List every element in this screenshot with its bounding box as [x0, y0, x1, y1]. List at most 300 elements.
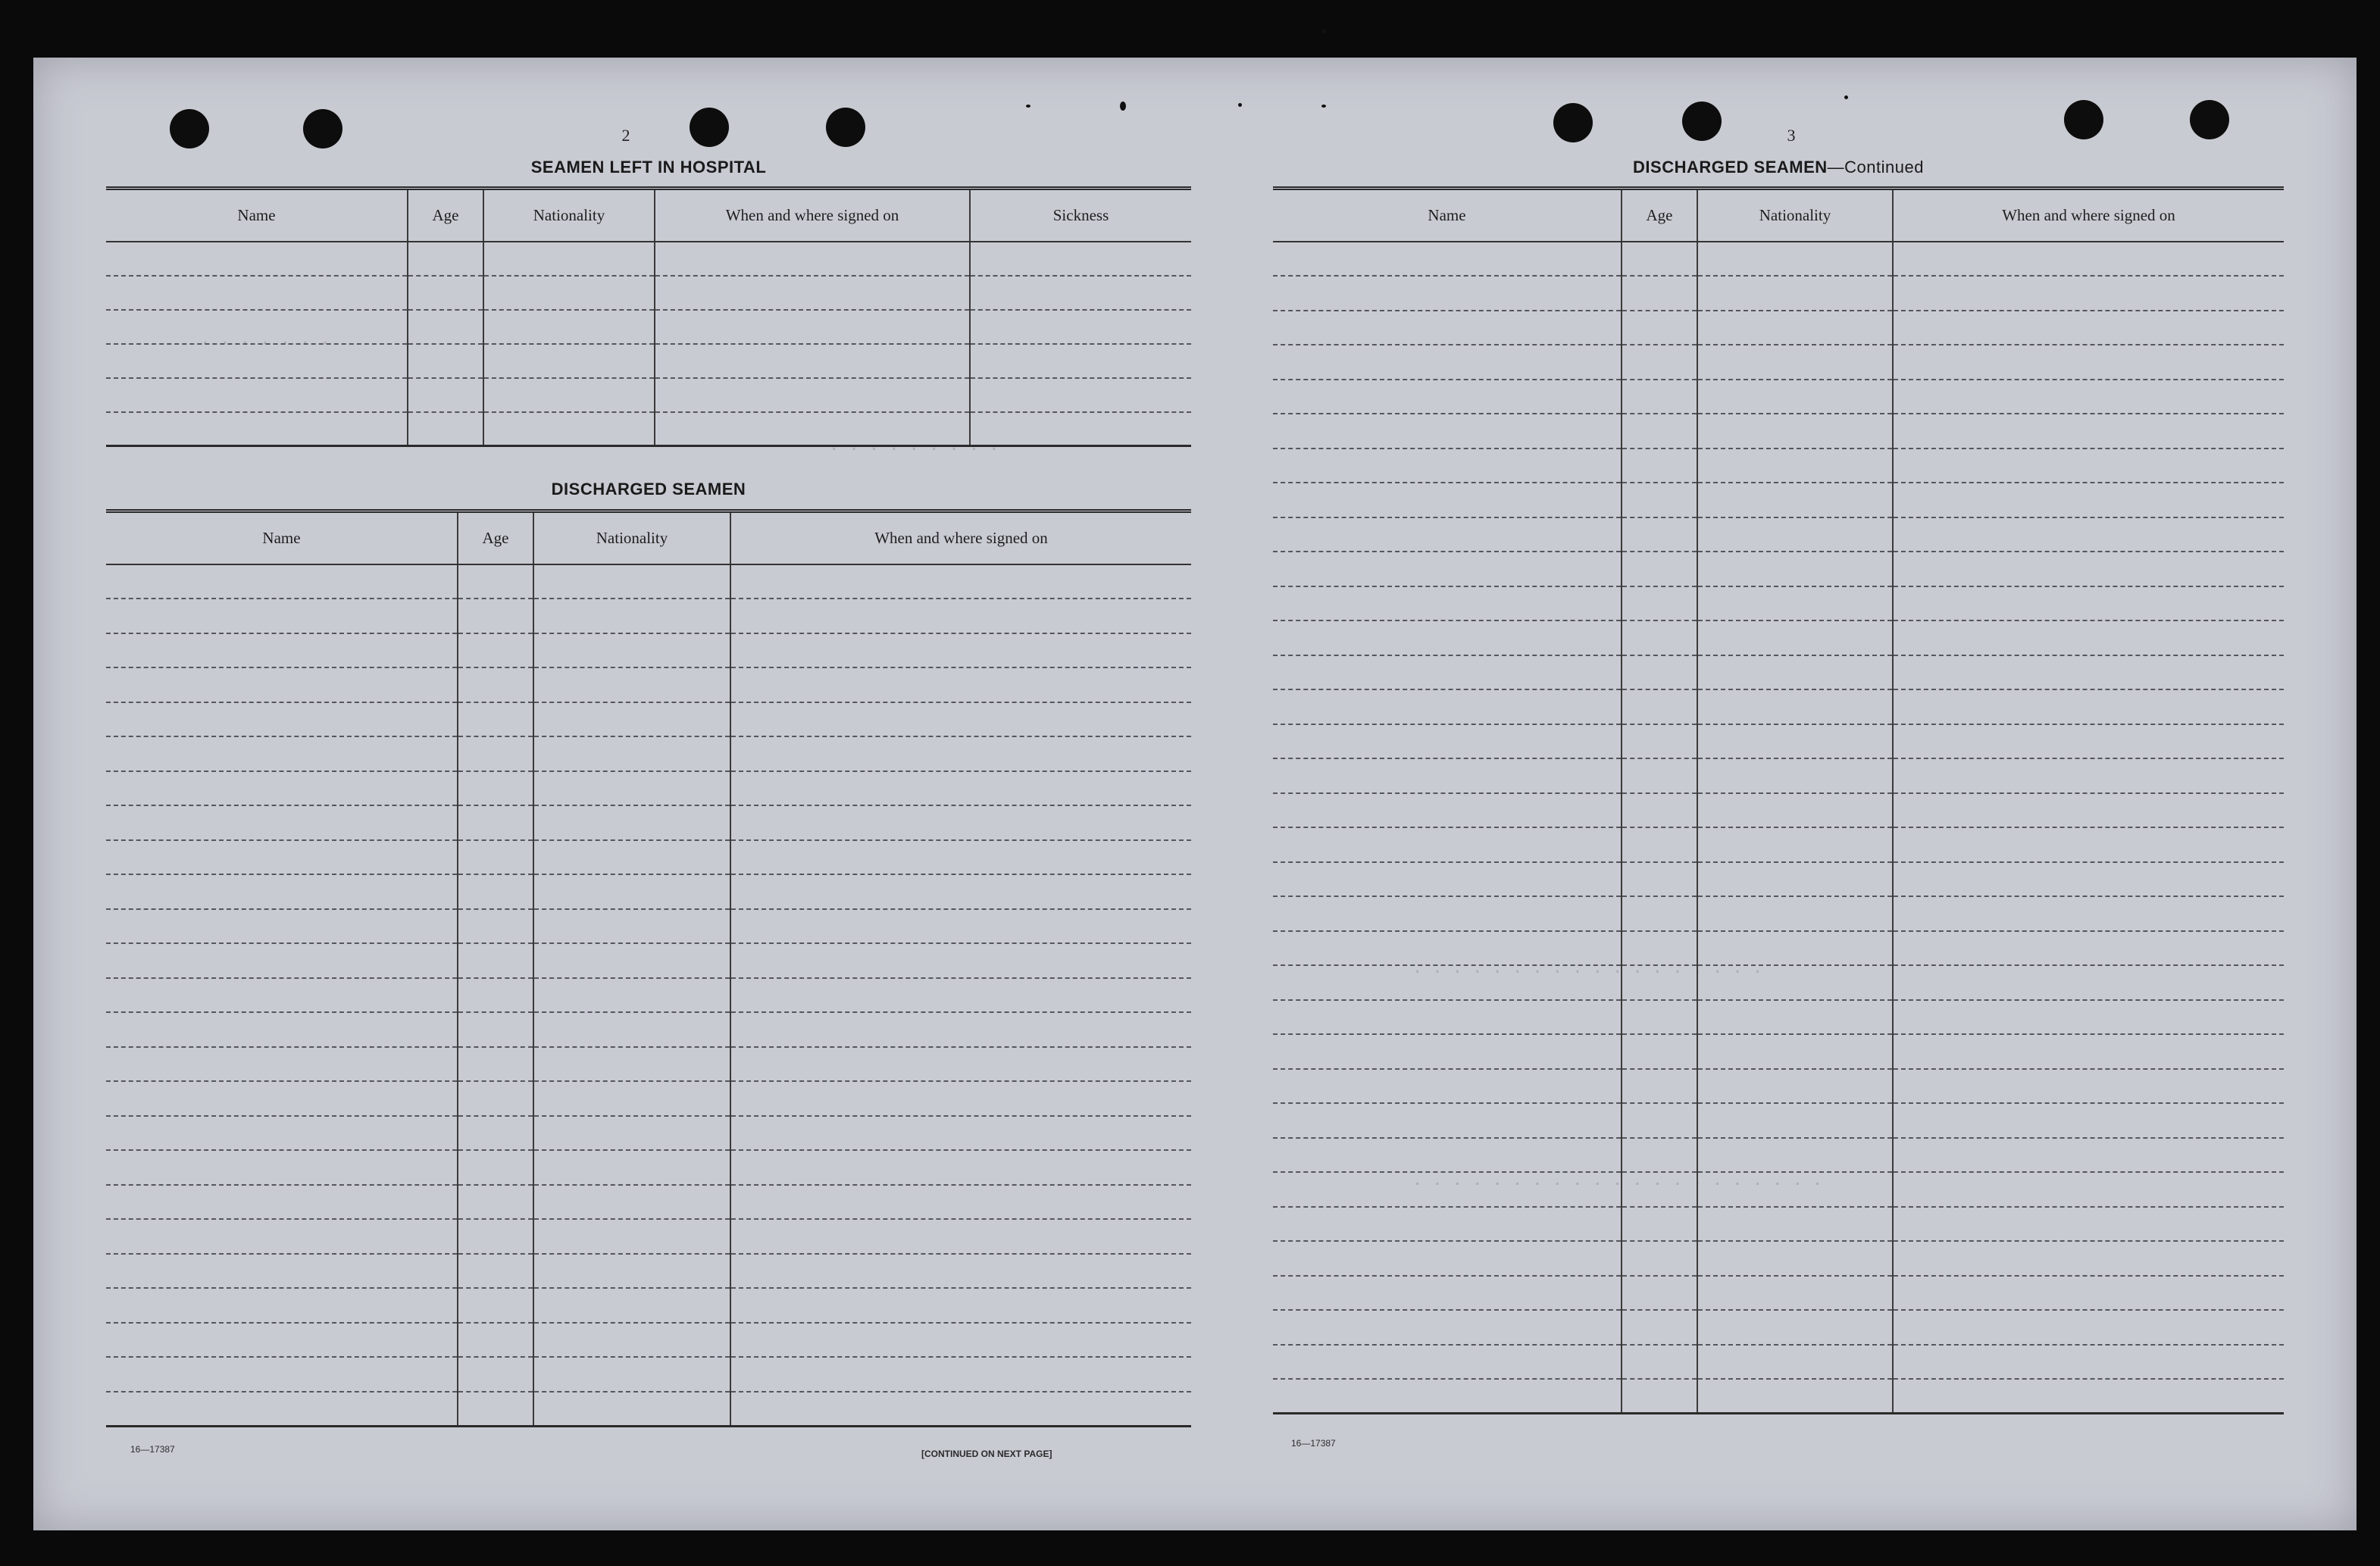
table-cell: [1622, 483, 1697, 517]
table-row: [106, 1150, 1191, 1185]
table-cell: [106, 1185, 458, 1220]
table-cell: [533, 1288, 730, 1323]
table-cell: [730, 1047, 1191, 1082]
form-number: 16—17387: [1291, 1438, 1336, 1449]
table-cell: [1273, 965, 1622, 1000]
table-cell: [1697, 586, 1893, 621]
table-cell: [1893, 1241, 2284, 1276]
table-cell: [408, 412, 483, 446]
table-row: [1273, 1345, 2284, 1380]
table-cell: [1622, 655, 1697, 690]
table-cell: [533, 1357, 730, 1392]
table-cell: [1697, 1069, 1893, 1104]
table-cell: [408, 276, 483, 310]
table-cell: [533, 1185, 730, 1220]
table-row: [1273, 276, 2284, 311]
section-title-hospital: SEAMEN LEFT IN HOSPITAL: [530, 158, 767, 177]
table-row: [1273, 793, 2284, 828]
table-cell: [1622, 1207, 1697, 1242]
table-cell: [730, 771, 1191, 806]
table-cell: [1697, 483, 1893, 517]
table-cell: [1622, 1103, 1697, 1138]
table-cell: [1273, 724, 1622, 759]
table-cell: [655, 378, 970, 412]
table-cell: [458, 874, 533, 909]
table-cell: [1697, 1345, 1893, 1380]
table-cell: [458, 564, 533, 599]
table-cell: [1273, 758, 1622, 793]
table-cell: [1893, 1172, 2284, 1207]
table-cell: [1893, 1069, 2284, 1104]
table-cell: [458, 840, 533, 875]
table-cell: [533, 978, 730, 1013]
punch-hole: [2190, 100, 2229, 139]
table-cell: [1622, 517, 1697, 552]
table-row: [106, 564, 1191, 599]
table-row: [1273, 483, 2284, 517]
table-cell: [1273, 689, 1622, 724]
table-row: [106, 840, 1191, 875]
table-cell: [106, 276, 408, 310]
table-cell: [1697, 896, 1893, 931]
table-cell: [1273, 483, 1622, 517]
table-row: [1273, 689, 2284, 724]
table-cell: [1893, 965, 2284, 1000]
table-cell: [458, 702, 533, 737]
page-number: 3: [1787, 126, 1796, 145]
table-cell: [106, 1323, 458, 1358]
table-cell: [106, 242, 408, 276]
table-cell: [533, 1323, 730, 1358]
table-cell: [408, 378, 483, 412]
table-cell: [106, 310, 408, 344]
table-cell: [1273, 1172, 1622, 1207]
column-header-signed-on: When and where signed on: [655, 189, 970, 242]
table-cell: [106, 805, 458, 840]
table-cell: [1893, 1138, 2284, 1173]
table-cell: [533, 1012, 730, 1047]
table-cell: [533, 633, 730, 668]
table-cell: [1893, 1276, 2284, 1311]
table-cell: [1893, 827, 2284, 862]
table-cell: [458, 1392, 533, 1427]
table-cell: [1893, 931, 2284, 966]
table-cell: [655, 276, 970, 310]
ink-speck: [1321, 29, 1326, 33]
bleed-through: . . . . . . . . . . . . . . . . . . . . .: [1412, 1171, 1823, 1190]
table-cell: [483, 276, 655, 310]
table-cell: [1893, 1345, 2284, 1380]
table-cell: [1697, 758, 1893, 793]
column-header-age: Age: [1622, 189, 1697, 242]
table-cell: [970, 412, 1191, 446]
table-row: [106, 310, 1191, 344]
table-cell: [458, 1323, 533, 1358]
table-cell: [1622, 931, 1697, 966]
table-cell: [1622, 758, 1697, 793]
table-row: [1273, 1241, 2284, 1276]
table-cell: [1622, 827, 1697, 862]
table-row: [106, 1219, 1191, 1254]
table-cell: [1622, 1241, 1697, 1276]
table-row: [1273, 1069, 2284, 1104]
table-row: [106, 633, 1191, 668]
table-cell: [533, 874, 730, 909]
table-cell: [655, 310, 970, 344]
table-cell: [970, 378, 1191, 412]
table-cell: [458, 1012, 533, 1047]
table-cell: [106, 412, 408, 446]
table-cell: [1697, 1207, 1893, 1242]
section-title-suffix: —Continued: [1827, 158, 1924, 177]
table-cell: [1697, 724, 1893, 759]
table-cell: [1622, 1345, 1697, 1380]
table-cell: [106, 1012, 458, 1047]
table-cell: [1622, 1310, 1697, 1345]
table-row: [1273, 517, 2284, 552]
table-cell: [1273, 827, 1622, 862]
table-cell: [1273, 276, 1622, 311]
table-cell: [1273, 586, 1622, 621]
table-row: [1273, 414, 2284, 449]
table-cell: [533, 1150, 730, 1185]
table-cell: [730, 599, 1191, 633]
table-cell: [483, 242, 655, 276]
table-cell: [533, 909, 730, 944]
table-cell: [1622, 724, 1697, 759]
table-cell: [1622, 242, 1697, 277]
table-row: [106, 943, 1191, 978]
table-cell: [1622, 965, 1697, 1000]
table-cell: [1622, 862, 1697, 897]
table-row: [106, 412, 1191, 446]
table-cell: [106, 874, 458, 909]
table-row: [106, 805, 1191, 840]
table-cell: [106, 378, 408, 412]
table-cell: [730, 1357, 1191, 1392]
table-cell: [106, 1150, 458, 1185]
table-cell: [106, 1357, 458, 1392]
discharged-table: [106, 509, 1191, 1427]
table-cell: [533, 564, 730, 599]
table-cell: [730, 633, 1191, 668]
table-cell: [1697, 1172, 1893, 1207]
column-header-nationality: Nationality: [1697, 189, 1893, 242]
ink-speck: [1120, 102, 1126, 111]
table-cell: [1697, 380, 1893, 414]
table-cell: [970, 344, 1191, 378]
table-cell: [106, 1219, 458, 1254]
table-cell: [106, 840, 458, 875]
table-cell: [730, 702, 1191, 737]
table-cell: [730, 805, 1191, 840]
table-cell: [730, 1116, 1191, 1151]
table-row: [106, 1081, 1191, 1116]
table-cell: [533, 1254, 730, 1289]
table-cell: [1273, 552, 1622, 586]
hospital-table: [106, 186, 1191, 447]
table-cell: [458, 1116, 533, 1151]
ink-speck: [1238, 103, 1242, 107]
table-row: [1273, 1034, 2284, 1069]
table-cell: [1697, 965, 1893, 1000]
table-cell: [106, 599, 458, 633]
table-row: [106, 1254, 1191, 1289]
table-cell: [106, 1116, 458, 1151]
table-cell: [458, 736, 533, 771]
table-cell: [533, 805, 730, 840]
column-header-nationality: Nationality: [533, 511, 730, 564]
table-row: [1273, 931, 2284, 966]
table-cell: [1622, 449, 1697, 483]
table-cell: [106, 1254, 458, 1289]
table-row: [1273, 1207, 2284, 1242]
table-cell: [408, 242, 483, 276]
table-row: [1273, 242, 2284, 277]
table-cell: [106, 564, 458, 599]
table-cell: [1273, 242, 1622, 277]
column-header-sickness: Sickness: [970, 189, 1191, 242]
table-cell: [730, 667, 1191, 702]
table-cell: [1622, 1000, 1697, 1035]
table-row: [1273, 965, 2284, 1000]
table-cell: [1893, 758, 2284, 793]
table-cell: [970, 242, 1191, 276]
table-cell: [483, 344, 655, 378]
table-cell: [1622, 1276, 1697, 1311]
table-cell: [458, 1254, 533, 1289]
table-cell: [730, 909, 1191, 944]
table-cell: [1697, 1276, 1893, 1311]
column-header-name: Name: [1273, 189, 1622, 242]
table-cell: [458, 771, 533, 806]
table-cell: [1697, 931, 1893, 966]
table-cell: [655, 344, 970, 378]
table-row: [1273, 1138, 2284, 1173]
table-cell: [533, 702, 730, 737]
table-cell: [1273, 1276, 1622, 1311]
table-row: [1273, 1103, 2284, 1138]
table-cell: [970, 310, 1191, 344]
table-cell: [1697, 1138, 1893, 1173]
table-cell: [1622, 793, 1697, 828]
table-cell: [1273, 1379, 1622, 1414]
table-cell: [1622, 689, 1697, 724]
table-cell: [1697, 620, 1893, 655]
table-row: [106, 344, 1191, 378]
table-cell: [533, 1081, 730, 1116]
punch-hole: [170, 109, 209, 148]
punch-hole: [690, 108, 729, 147]
table-cell: [483, 412, 655, 446]
table-row: [1273, 758, 2284, 793]
table-cell: [1697, 1379, 1893, 1414]
table-cell: [1622, 620, 1697, 655]
table-row: [1273, 1310, 2284, 1345]
table-cell: [1273, 1000, 1622, 1035]
ink-speck: [1026, 105, 1030, 108]
table-row: [1273, 552, 2284, 586]
table-row: [106, 874, 1191, 909]
table-cell: [458, 1185, 533, 1220]
table-cell: [1273, 862, 1622, 897]
table-cell: [730, 1288, 1191, 1323]
table-cell: [1893, 345, 2284, 380]
table-row: [106, 1288, 1191, 1323]
punch-hole: [2064, 100, 2103, 139]
table-cell: [730, 840, 1191, 875]
table-cell: [1697, 1241, 1893, 1276]
table-cell: [1622, 1069, 1697, 1104]
table-cell: [1273, 1345, 1622, 1380]
table-cell: [730, 564, 1191, 599]
table-cell: [533, 736, 730, 771]
table-cell: [1273, 1034, 1622, 1069]
table-cell: [1697, 276, 1893, 311]
table-row: [106, 909, 1191, 944]
table-cell: [730, 1254, 1191, 1289]
table-cell: [730, 943, 1191, 978]
discharged-table-body: [106, 564, 1191, 1427]
table-cell: [1893, 793, 2284, 828]
table-cell: [1697, 345, 1893, 380]
table-cell: [458, 1357, 533, 1392]
table-row: [1273, 311, 2284, 345]
table-cell: [458, 1150, 533, 1185]
table-cell: [1622, 586, 1697, 621]
table-cell: [106, 1047, 458, 1082]
table-row: [106, 771, 1191, 806]
table-row: [1273, 655, 2284, 690]
table-cell: [1697, 552, 1893, 586]
table-cell: [458, 943, 533, 978]
table-cell: [730, 1219, 1191, 1254]
table-cell: [458, 1081, 533, 1116]
table-cell: [1893, 517, 2284, 552]
column-header-name: Name: [106, 511, 458, 564]
table-cell: [730, 1081, 1191, 1116]
table-row: [1273, 1000, 2284, 1035]
table-cell: [1622, 1379, 1697, 1414]
table-cell: [533, 1392, 730, 1427]
table-cell: [533, 599, 730, 633]
section-title-text: DISCHARGED SEAMEN: [1633, 158, 1828, 177]
table-cell: [106, 1081, 458, 1116]
table-cell: [1893, 311, 2284, 345]
table-cell: [1893, 896, 2284, 931]
table-row: [1273, 827, 2284, 862]
table-cell: [1622, 414, 1697, 449]
table-cell: [1893, 862, 2284, 897]
table-cell: [458, 805, 533, 840]
table-cell: [730, 1012, 1191, 1047]
table-cell: [1697, 655, 1893, 690]
table-cell: [106, 1288, 458, 1323]
table-cell: [1273, 655, 1622, 690]
table-cell: [1697, 1103, 1893, 1138]
table-cell: [1893, 414, 2284, 449]
table-cell: [1622, 1034, 1697, 1069]
table-cell: [1273, 345, 1622, 380]
table-cell: [458, 667, 533, 702]
table-cell: [1273, 931, 1622, 966]
table-cell: [483, 378, 655, 412]
table-cell: [458, 1219, 533, 1254]
table-cell: [1697, 827, 1893, 862]
table-cell: [106, 978, 458, 1013]
table-cell: [106, 344, 408, 378]
table-cell: [533, 943, 730, 978]
table-cell: [1273, 1103, 1622, 1138]
table-row: [106, 1047, 1191, 1082]
table-cell: [106, 771, 458, 806]
table-cell: [1273, 1207, 1622, 1242]
table-cell: [408, 310, 483, 344]
table-cell: [655, 412, 970, 446]
table-cell: [458, 978, 533, 1013]
column-header-name: Name: [106, 189, 408, 242]
continued-note: [CONTINUED ON NEXT PAGE]: [921, 1449, 1052, 1459]
table-cell: [106, 736, 458, 771]
table-cell: [1893, 1000, 2284, 1035]
table-cell: [1893, 724, 2284, 759]
table-cell: [1622, 1138, 1697, 1173]
table-row: [1273, 620, 2284, 655]
table-row: [106, 276, 1191, 310]
table-cell: [1893, 1207, 2284, 1242]
table-cell: [458, 909, 533, 944]
table-cell: [1893, 1103, 2284, 1138]
table-cell: [106, 1392, 458, 1427]
table-cell: [1893, 1310, 2284, 1345]
column-header-age: Age: [458, 511, 533, 564]
table-cell: [1697, 449, 1893, 483]
table-cell: [1697, 414, 1893, 449]
table-row: [1273, 862, 2284, 897]
table-row: [106, 978, 1191, 1013]
table-cell: [458, 633, 533, 668]
table-row: [1273, 586, 2284, 621]
table-cell: [1697, 311, 1893, 345]
table-cell: [533, 771, 730, 806]
table-cell: [1697, 242, 1893, 277]
table-row: [1273, 345, 2284, 380]
table-cell: [1893, 449, 2284, 483]
table-cell: [533, 1219, 730, 1254]
table-cell: [106, 667, 458, 702]
form-number: 16—17387: [130, 1444, 175, 1455]
table-cell: [1893, 552, 2284, 586]
table-cell: [1273, 414, 1622, 449]
table-cell: [1622, 276, 1697, 311]
discharged-continued-table-body: [1273, 242, 2284, 1414]
table-cell: [1273, 1241, 1622, 1276]
table-cell: [1273, 1138, 1622, 1173]
table-cell: [1697, 1310, 1893, 1345]
table-row: [106, 1116, 1191, 1151]
column-header-nationality: Nationality: [483, 189, 655, 242]
table-cell: [1697, 793, 1893, 828]
section-title-discharged: DISCHARGED SEAMEN: [551, 480, 746, 499]
table-cell: [1893, 380, 2284, 414]
table-cell: [1697, 862, 1893, 897]
table-cell: [730, 736, 1191, 771]
table-cell: [1893, 655, 2284, 690]
table-cell: [1622, 311, 1697, 345]
table-cell: [533, 1047, 730, 1082]
column-header-signed-on: When and where signed on: [1893, 189, 2284, 242]
table-row: [1273, 449, 2284, 483]
